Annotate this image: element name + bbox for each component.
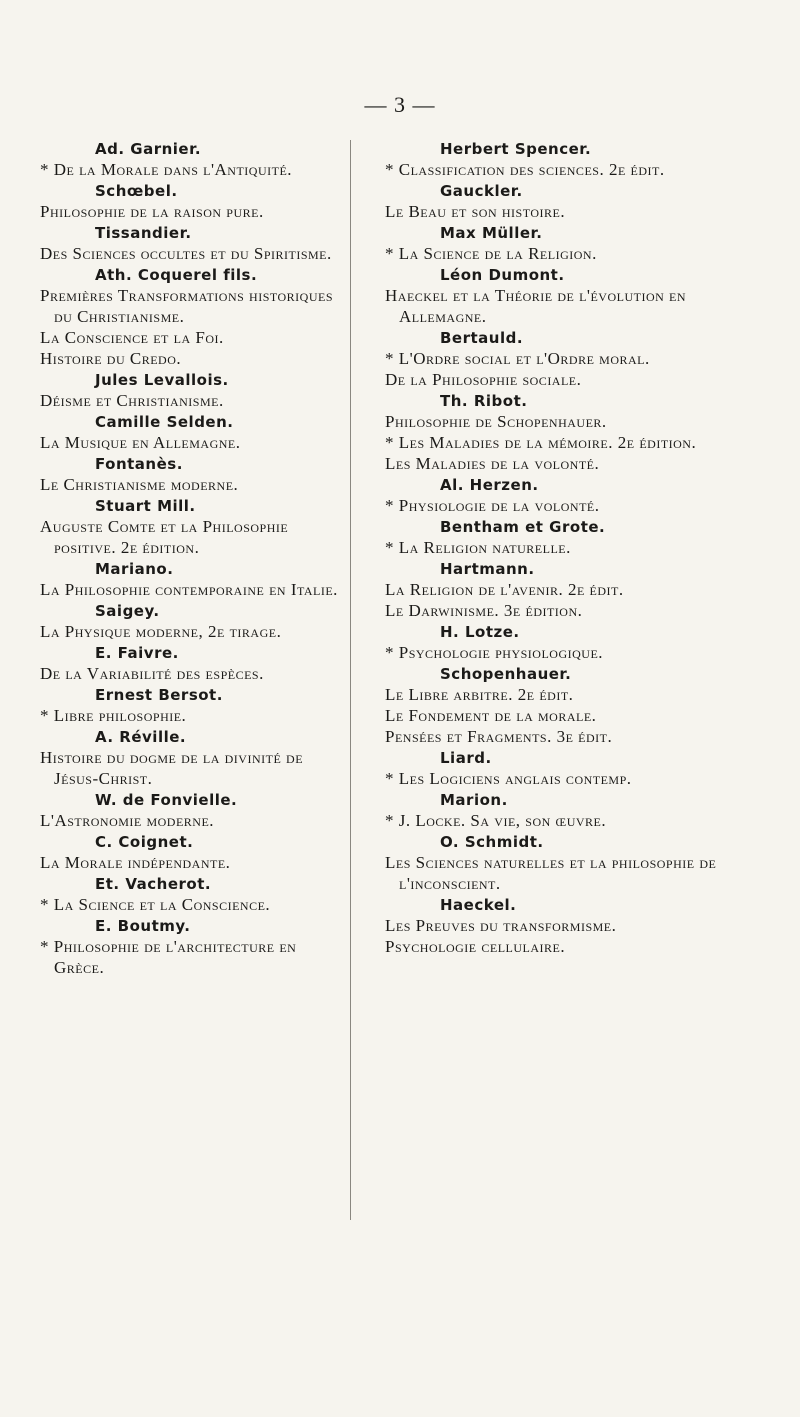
- work-title: * Philosophie de l'architecture en Grèce.: [40, 937, 297, 977]
- work-title: Le Libre arbitre. 2e édit.: [385, 685, 574, 704]
- work-title: * L'Ordre social et l'Ordre moral.: [385, 349, 650, 368]
- author-name: Tissandier.: [95, 224, 192, 242]
- work-title: Les Maladies de la volonté.: [385, 454, 600, 473]
- work-title: La Philosophie contemporaine en Italie.: [40, 580, 338, 599]
- catalog-entry: [40, 917, 340, 978]
- catalog-entry: [40, 371, 340, 411]
- work-title: * De la Morale dans l'Antiquité.: [40, 160, 293, 179]
- catalog-entry: [40, 266, 340, 369]
- work-title: La Physique moderne, 2e tirage.: [40, 622, 282, 641]
- catalog-entry: [385, 224, 760, 264]
- catalog-entry: [385, 329, 760, 390]
- work-title: Haeckel et la Théorie de l'évolution en Allemagne.: [385, 286, 687, 326]
- work-title: Histoire du dogme de la divinité de Jésus-Christ.: [40, 748, 304, 788]
- work-title: * La Science et la Conscience.: [40, 895, 271, 914]
- author-name: Jules Levallois.: [95, 371, 229, 389]
- work-title: * Les Maladies de la mémoire. 2e édition.: [385, 433, 697, 452]
- author-name: Marion.: [440, 791, 508, 809]
- catalog-entry: [385, 896, 760, 957]
- catalog-entry: [385, 476, 760, 516]
- catalog-entry: [385, 140, 760, 180]
- catalog-entry: [40, 791, 340, 831]
- work-title: Le Darwinisme. 3e édition.: [385, 601, 583, 620]
- catalog-entry: [40, 560, 340, 600]
- author-name: Fontanès.: [95, 455, 183, 473]
- author-name: A. Réville.: [95, 728, 187, 746]
- author-name: Schopenhauer.: [440, 665, 572, 683]
- work-title: * J. Locke. Sa vie, son œuvre.: [385, 811, 607, 830]
- work-title: L'Astronomie moderne.: [40, 811, 215, 830]
- work-title: La Morale indépendante.: [40, 853, 231, 872]
- author-name: O. Schmidt.: [440, 833, 544, 851]
- work-title: Pensées et Fragments. 3e édit.: [385, 727, 613, 746]
- catalog-entry: [40, 602, 340, 642]
- work-title: De la Variabilité des espèces.: [40, 664, 264, 683]
- work-title: * Classification des sciences. 2e édit.: [385, 160, 665, 179]
- catalog-entry: [40, 728, 340, 789]
- work-title: De la Philosophie sociale.: [385, 370, 582, 389]
- work-title: Auguste Comte et la Philosophie positive. 2e édition.: [40, 517, 289, 557]
- catalog-entry: [40, 224, 340, 264]
- author-name: Herbert Spencer.: [440, 140, 592, 158]
- author-name: E. Faivre.: [95, 644, 179, 662]
- work-title: La Religion de l'avenir. 2e édit.: [385, 580, 624, 599]
- catalog-entry: [385, 560, 760, 621]
- catalog-entry: [40, 686, 340, 726]
- catalog-entry: [385, 665, 760, 747]
- author-name: Et. Vacherot.: [95, 875, 212, 893]
- right-column: [385, 140, 760, 959]
- author-name: Liard.: [440, 749, 492, 767]
- author-name: Bertauld.: [440, 329, 524, 347]
- work-title: Des Sciences occultes et du Spiritisme.: [40, 244, 332, 263]
- column-divider: [350, 140, 351, 1220]
- author-name: Max Müller.: [440, 224, 543, 242]
- work-title: Le Christianisme moderne.: [40, 475, 239, 494]
- catalog-entry: [385, 833, 760, 894]
- catalog-entry: [40, 644, 340, 684]
- work-title: Le Beau et son histoire.: [385, 202, 566, 221]
- author-name: E. Boutmy.: [95, 917, 191, 935]
- work-title: Les Sciences naturelles et la philosophie de l'inconscient.: [385, 853, 717, 893]
- catalog-entry: [40, 455, 340, 495]
- author-name: Hartmann.: [440, 560, 535, 578]
- work-title: Déisme et Christianisme.: [40, 391, 224, 410]
- catalog-entry: [40, 413, 340, 453]
- work-title: Psychologie cellulaire.: [385, 937, 566, 956]
- author-name: Saigey.: [95, 602, 160, 620]
- page-number: — 3 —: [364, 92, 436, 117]
- work-title: Le Fondement de la morale.: [385, 706, 597, 725]
- author-name: Schœbel.: [95, 182, 178, 200]
- work-title: * La Science de la Religion.: [385, 244, 597, 263]
- work-title: * Les Logiciens anglais contemp.: [385, 769, 632, 788]
- catalog-entry: [40, 140, 340, 180]
- catalog-entry: [385, 623, 760, 663]
- catalog-entry: [385, 749, 760, 789]
- work-title: * Psychologie physiologique.: [385, 643, 604, 662]
- author-name: C. Coignet.: [95, 833, 194, 851]
- author-name: Stuart Mill.: [95, 497, 196, 515]
- catalog-entry: [40, 833, 340, 873]
- work-title: Philosophie de la raison pure.: [40, 202, 264, 221]
- work-title: Histoire du Credo.: [40, 349, 182, 368]
- catalog-entry: [40, 875, 340, 915]
- author-name: Th. Ribot.: [440, 392, 528, 410]
- work-title: Les Preuves du transformisme.: [385, 916, 617, 935]
- catalog-entry: [385, 392, 760, 474]
- work-title: * Libre philosophie.: [40, 706, 187, 725]
- author-name: Ath. Coquerel fils.: [95, 266, 258, 284]
- author-name: Ad. Garnier.: [95, 140, 202, 158]
- work-title: La Musique en Allemagne.: [40, 433, 241, 452]
- left-column: [40, 140, 340, 980]
- author-name: Al. Herzen.: [440, 476, 539, 494]
- work-title: Philosophie de Schopenhauer.: [385, 412, 607, 431]
- catalog-entry: [385, 266, 760, 327]
- work-title: Premières Transformations historiques du Christianisme.: [40, 286, 334, 326]
- author-name: W. de Fonvielle.: [95, 791, 238, 809]
- author-name: H. Lotze.: [440, 623, 520, 641]
- author-name: Ernest Bersot.: [95, 686, 223, 704]
- work-title: La Conscience et la Foi.: [40, 328, 224, 347]
- author-name: Haeckel.: [440, 896, 517, 914]
- work-title: * La Religion naturelle.: [385, 538, 571, 557]
- author-name: Gauckler.: [440, 182, 523, 200]
- author-name: Bentham et Grote.: [440, 518, 606, 536]
- work-title: * Physiologie de la volonté.: [385, 496, 600, 515]
- author-name: Camille Selden.: [95, 413, 234, 431]
- catalog-entry: [40, 182, 340, 222]
- catalog-entry: [385, 518, 760, 558]
- catalog-entry: [40, 497, 340, 558]
- author-name: Mariano.: [95, 560, 174, 578]
- catalog-entry: [385, 791, 760, 831]
- catalog-entry: [385, 182, 760, 222]
- author-name: Léon Dumont.: [440, 266, 565, 284]
